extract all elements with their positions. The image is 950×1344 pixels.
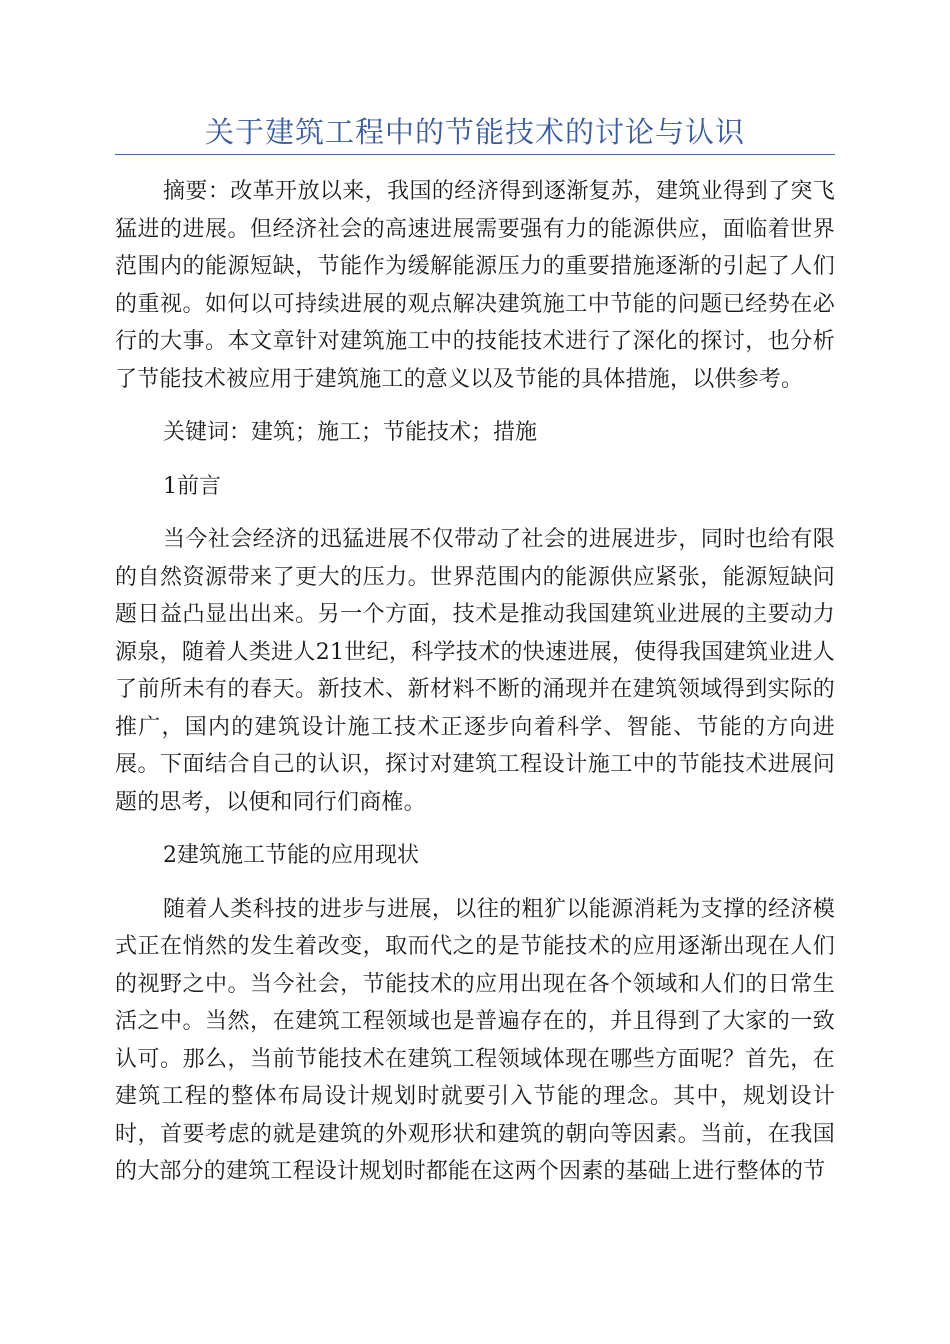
section-1-heading: 1前言 [163, 473, 221, 499]
document-title: 关于建筑工程中的节能技术的讨论与认识 [204, 115, 745, 149]
title-underline [115, 154, 835, 155]
abstract-paragraph: 摘要：改革开放以来，我国的经济得到逐渐复苏，建筑业得到了突飞猛进的进展。但经济社会的高速进展需要强有力的能源供应，面临着世界范围内的能源短缺，节能作为缓解能源压力的重要措施逐渐的引起了人们的重视。如何以可持续进展的观点解决建筑施工中节能的问题已经势在必行的大事。本文章针对建筑施工中的技能技术进行了深化的探讨，也分析了节能技术被应用于建筑施工的意义以及节能的具体措施，以供参考。 [115, 179, 835, 392]
keywords-line: 关键词：建筑；施工；节能技术；措施 [163, 420, 538, 445]
section-2-paragraph: 随着人类科技的进步与进展，以往的粗犷以能源消耗为支撑的经济模式正在悄然的发生着改变，取而代之的是节能技术的应用逐渐出现在人们的视野之中。当今社会，节能技术的应用出现在各个领域和人们的日常生活之中。当然，在建筑工程领域也是普遍存在的，并且得到了大家的一致认可。那么，当前节能技术在建筑工程领域体现在哪些方面呢？首先，在建筑工程的整体布局设计规划时就要引入节能的理念。其中，规划设计时，首要考虑的就是建筑的外观形状和建筑的朝向等因素。当前，在我国的大部分的建筑工程设计规划时都能在这两个因素的基础上进行整体的节 [115, 896, 835, 1184]
document-body [115, 173, 835, 1191]
section-2-heading: 2建筑施工节能的应用现状 [163, 843, 419, 868]
section-1-paragraph: 当今社会经济的迅猛进展不仅带动了社会的进展进步，同时也给有限的自然资源带来了更大的压力。世界范围内的能源供应紧张，能源短缺问题日益凸显出出来。另一个方面，技术是推动我国建筑业进展的主要动力源泉，随着人类进人21世纪，科学技术的快速进展，使得我国建筑业进人了前所未有的春天。新技术、新材料不断的涌现并在建筑领域得到实际的推广，国内的建筑设计施工技术正逐步向着科学、智能、节能的方向进展。下面结合自己的认识，探讨对建筑工程设计施工中的节能技术进展问题的思考，以便和同行们商榷。 [115, 527, 835, 815]
